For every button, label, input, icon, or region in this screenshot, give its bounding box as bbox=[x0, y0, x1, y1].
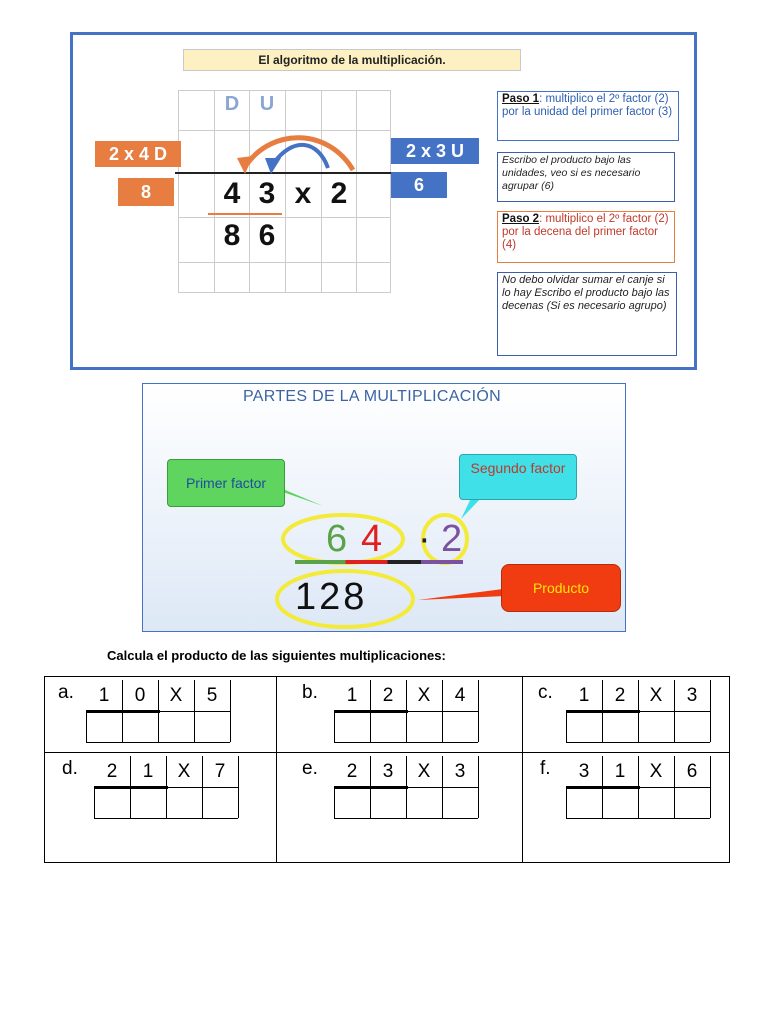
label-2x3u: 2 x 3 U bbox=[391, 138, 479, 164]
exercise-letter: f. bbox=[540, 758, 551, 779]
exercise-cell: 3 bbox=[382, 761, 394, 782]
exercise-cell: 3 bbox=[686, 685, 698, 706]
grid-line bbox=[166, 787, 238, 788]
exercise-cell: 7 bbox=[214, 761, 226, 782]
exercise-letter: a. bbox=[58, 682, 74, 703]
exercise-letter: e. bbox=[302, 758, 318, 779]
multiply-dot: · bbox=[418, 518, 431, 560]
product-value: 128 bbox=[295, 576, 368, 618]
grid-line bbox=[94, 786, 95, 818]
exercise-cell: X bbox=[649, 685, 663, 706]
step-2-note: No debo olvidar sumar el canje si lo hay Escribo el producto bajo las decenas (Si es necesario agrupo) bbox=[497, 272, 677, 356]
step-2-title: Paso 2 bbox=[502, 213, 540, 225]
step-1-note: Escribo el producto bajo las unidades, veo si es necesario agrupar (6) bbox=[497, 152, 675, 202]
header-unidades: U bbox=[259, 93, 275, 115]
label-2x4d: 2 x 4 D bbox=[95, 141, 181, 167]
exercise-letter: c. bbox=[538, 682, 553, 703]
colored-line bbox=[295, 560, 463, 564]
factor-digit-2: 2 bbox=[330, 177, 348, 210]
grid-line bbox=[566, 786, 567, 818]
exercise-letter: b. bbox=[302, 682, 318, 703]
exercise-cell: 1 bbox=[98, 685, 110, 706]
grid-line bbox=[406, 787, 478, 788]
exercises-title: Calcula el producto de las siguientes multiplicaciones: bbox=[107, 648, 446, 663]
producto-bubble: Producto bbox=[501, 564, 621, 612]
grid-line bbox=[638, 787, 710, 788]
grid-line bbox=[334, 742, 478, 743]
exercise-cell: 2 bbox=[346, 761, 358, 782]
exercise-cell: 1 bbox=[346, 685, 358, 706]
digit-2: 2 bbox=[441, 518, 463, 560]
factor-digit-3: 3 bbox=[258, 177, 276, 210]
primer-factor-bubble: Primer factor bbox=[167, 459, 285, 507]
algorithm-panel bbox=[70, 32, 697, 370]
exercise-cell: X bbox=[417, 761, 431, 782]
grid-line bbox=[566, 742, 710, 743]
result-digit-8: 8 bbox=[223, 219, 241, 252]
parts-panel bbox=[142, 383, 626, 632]
grid-line bbox=[566, 710, 567, 742]
factor-underline bbox=[334, 786, 408, 789]
factor-digit-4: 4 bbox=[223, 177, 241, 210]
exercise-cell: 4 bbox=[454, 685, 466, 706]
exercise-cell: X bbox=[169, 685, 183, 706]
result-digit-6: 6 bbox=[258, 219, 276, 252]
factor-underline bbox=[566, 786, 640, 789]
digit-4: 4 bbox=[361, 518, 383, 560]
step-1-title: Paso 1 bbox=[502, 93, 540, 105]
grid-line bbox=[238, 756, 239, 818]
grid-line bbox=[230, 680, 231, 742]
parts-title: PARTES DE LA MULTIPLICACIÓN bbox=[243, 388, 501, 405]
exercise-cell: 3 bbox=[578, 761, 590, 782]
step-2-box bbox=[497, 211, 675, 263]
step-1-text: : multiplico el 2º factor (2) por la unidad del primer factor (3) bbox=[502, 93, 673, 118]
step-1-box bbox=[497, 91, 679, 141]
exercise-cell: 2 bbox=[382, 685, 394, 706]
label-6: 6 bbox=[391, 172, 447, 198]
factor-underline bbox=[566, 710, 640, 713]
grid-line bbox=[158, 711, 230, 712]
segundo-factor-bubble: Segundo factor bbox=[459, 454, 577, 500]
factor-underline bbox=[334, 710, 408, 713]
grid-line bbox=[710, 756, 711, 818]
exercise-letter: d. bbox=[62, 758, 78, 779]
grid-line bbox=[334, 710, 335, 742]
algorithm-title: El algoritmo de la multiplicación. bbox=[183, 49, 521, 71]
grid-line bbox=[94, 818, 238, 819]
grid-line bbox=[334, 818, 478, 819]
exercise-cell: X bbox=[417, 685, 431, 706]
place-value-grid bbox=[178, 90, 391, 293]
exercise-cell: 5 bbox=[206, 685, 218, 706]
factor-underline bbox=[86, 710, 160, 713]
exercise-cell: X bbox=[649, 761, 663, 782]
grid-line bbox=[710, 680, 711, 742]
header-decenas: D bbox=[224, 93, 240, 115]
exercise-cell: 1 bbox=[578, 685, 590, 706]
grid-line bbox=[566, 818, 710, 819]
times-sign: x bbox=[294, 177, 312, 210]
grid-line bbox=[334, 786, 335, 818]
exercise-cell: 0 bbox=[134, 685, 146, 706]
grid-line bbox=[478, 756, 479, 818]
step-2-text: : multiplico el 2º factor (2) por la decena del primer factor (4) bbox=[502, 213, 669, 251]
exercise-cell: 6 bbox=[686, 761, 698, 782]
exercise-cell: X bbox=[177, 761, 191, 782]
exercise-cell: 1 bbox=[142, 761, 154, 782]
result-line bbox=[208, 213, 282, 215]
carry-arrows-icon bbox=[233, 128, 358, 176]
grid-line bbox=[86, 742, 230, 743]
exercise-cell: 1 bbox=[614, 761, 626, 782]
factor-underline bbox=[94, 786, 168, 789]
grid-line bbox=[86, 710, 87, 742]
grid-line bbox=[638, 711, 710, 712]
digit-6: 6 bbox=[326, 518, 348, 560]
grid-line bbox=[406, 711, 478, 712]
grid-line bbox=[478, 680, 479, 742]
exercise-cell: 2 bbox=[614, 685, 626, 706]
label-8: 8 bbox=[118, 178, 174, 206]
exercise-cell: 2 bbox=[106, 761, 118, 782]
exercise-cell: 3 bbox=[454, 761, 466, 782]
